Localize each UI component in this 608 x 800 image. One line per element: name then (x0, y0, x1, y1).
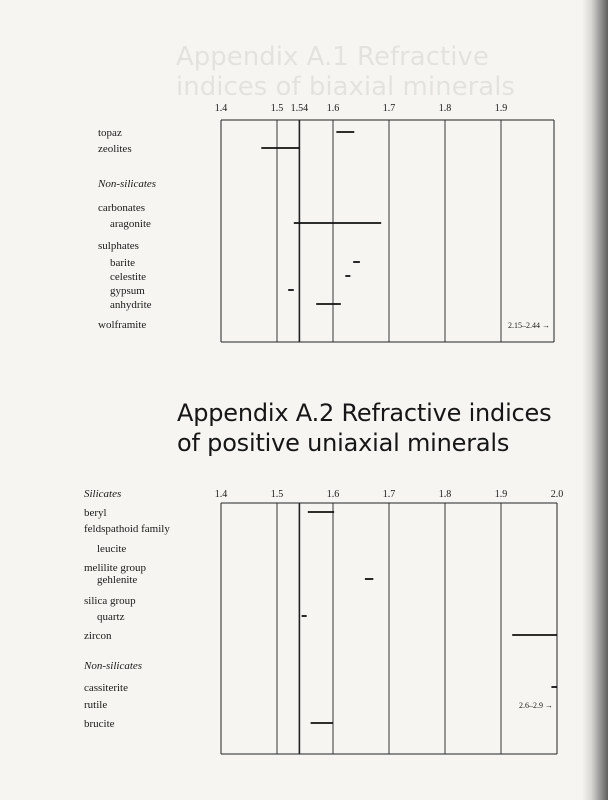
row-label: Non-silicates (84, 660, 143, 672)
row-label: rutile (84, 699, 108, 711)
tick-label: 2.0 (550, 489, 564, 500)
section-heading-line-2: of positive uniaxial minerals (177, 429, 510, 457)
tick-label: 1.6 (326, 489, 340, 500)
row-label: brucite (84, 718, 115, 730)
section-heading (177, 398, 597, 458)
row-label: barite (110, 257, 136, 269)
tick-label: 1.7 (382, 103, 396, 114)
row-label: melilite group (84, 562, 147, 574)
row-label: feldspathoid family (84, 523, 170, 535)
row-label: aragonite (110, 218, 151, 230)
row-label: gehlenite (97, 574, 138, 586)
bleed-through-title: Appendix A.1 Refractive indices of biaxial minerals (176, 42, 515, 102)
row-label: zeolites (98, 143, 132, 155)
tick-label: 1.8 (438, 103, 452, 114)
tick-label: 1.54 (290, 103, 309, 114)
row-label: sulphates (98, 240, 139, 252)
row-label: beryl (84, 507, 107, 519)
biaxial-range-chart (0, 95, 608, 355)
tick-label: 1.4 (214, 103, 228, 114)
row-label: carbonates (98, 202, 146, 214)
row-label: silica group (84, 595, 136, 607)
tick-label: 1.9 (494, 103, 508, 114)
tick-label: 1.5 (270, 489, 284, 500)
section-heading-line-1: Appendix A.2 Refractive indices (177, 399, 552, 427)
tick-label: 1.8 (438, 489, 452, 500)
offscale-annotation: 2.15–2.44 → (508, 321, 550, 330)
row-label: anhydrite (110, 299, 152, 311)
group-header-label: Silicates (84, 488, 122, 500)
row-label: leucite (97, 543, 127, 555)
tick-label: 1.6 (326, 103, 340, 114)
tick-label: 1.4 (214, 489, 228, 500)
row-label: cassiterite (84, 682, 128, 694)
row-label: topaz (98, 127, 122, 139)
row-label: celestite (110, 271, 147, 283)
tick-label: 1.9 (494, 489, 508, 500)
row-label: zircon (84, 630, 112, 642)
offscale-annotation: 2.6–2.9 → (519, 701, 553, 710)
row-label: wolframite (98, 319, 147, 331)
tick-label: 1.5 (270, 103, 284, 114)
tick-label: 1.7 (382, 489, 396, 500)
positive-uniaxial-range-chart (0, 482, 608, 772)
row-label: quartz (97, 611, 125, 623)
row-label: gypsum (110, 285, 145, 297)
row-label: Non-silicates (98, 178, 157, 190)
